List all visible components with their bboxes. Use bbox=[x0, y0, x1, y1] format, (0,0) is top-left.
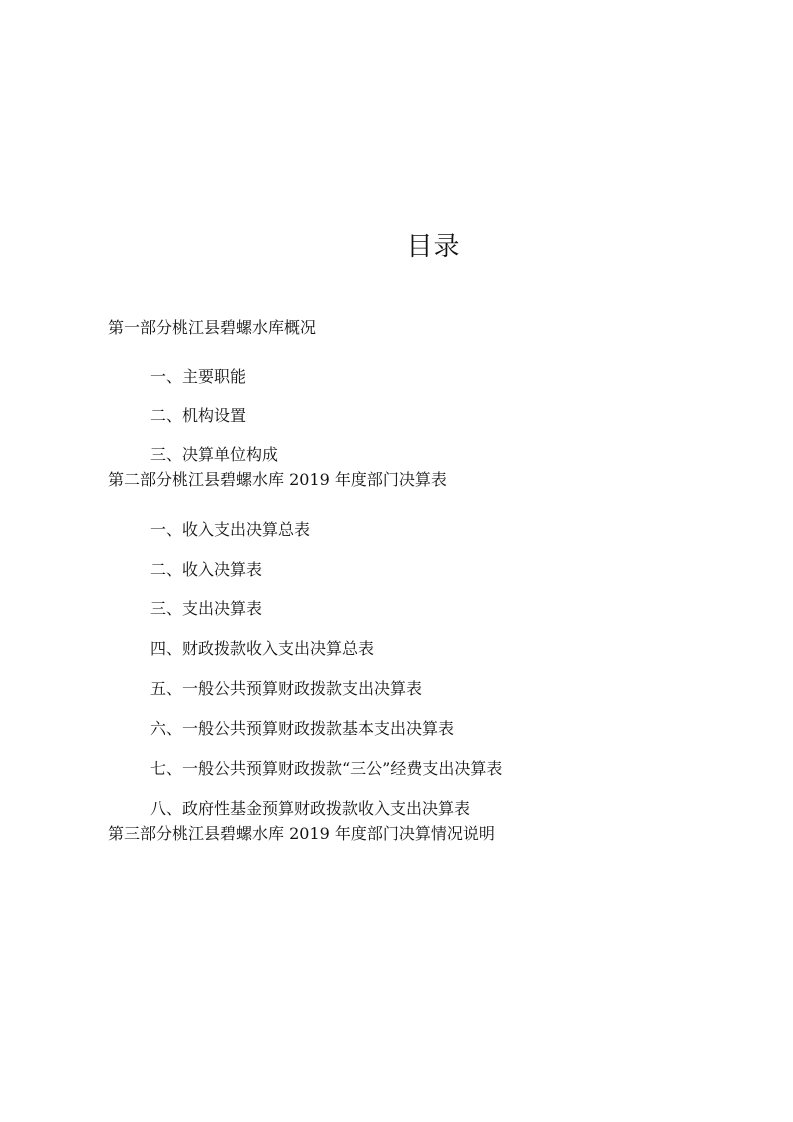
toc-item: 四、财政拨款收入支出决算总表 bbox=[150, 639, 375, 658]
page-title: 目录 bbox=[406, 232, 461, 262]
toc-part1-heading: 第一部分桃江县碧螺水库概况 bbox=[108, 318, 317, 337]
toc-part3-heading: 第三部分桃江县碧螺水库 2019 年度部门决算情况说明 bbox=[108, 824, 495, 843]
toc-item: 一、收入支出决算总表 bbox=[150, 520, 311, 539]
toc-item: 二、收入决算表 bbox=[150, 560, 263, 579]
toc-item: 七、一般公共预算财政拨款“三公”经费支出决算表 bbox=[150, 759, 503, 778]
toc-item: 五、一般公共预算财政拨款支出决算表 bbox=[150, 679, 423, 698]
toc-item: 三、支出决算表 bbox=[150, 599, 263, 618]
toc-item: 一、主要职能 bbox=[150, 367, 247, 386]
toc-part2-heading: 第二部分桃江县碧螺水库 2019 年度部门决算表 bbox=[108, 470, 447, 489]
toc-item: 三、决算单位构成 bbox=[150, 445, 279, 464]
toc-item: 六、一般公共预算财政拨款基本支出决算表 bbox=[150, 719, 455, 738]
toc-item: 二、机构设置 bbox=[150, 406, 247, 425]
toc-item: 八、政府性基金预算财政拨款收入支出决算表 bbox=[150, 799, 471, 818]
